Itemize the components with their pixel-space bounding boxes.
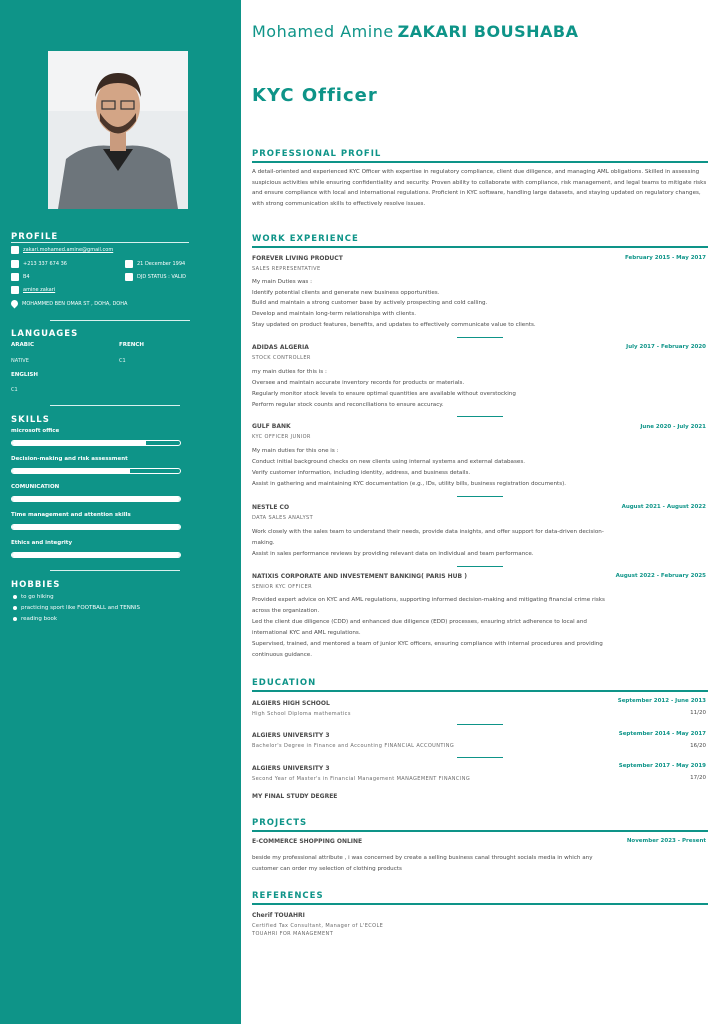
section-title-references: REFERENCES: [252, 891, 324, 901]
job-role: DATA SALES ANALYST: [252, 515, 314, 521]
divider: [11, 242, 189, 243]
divider: [50, 320, 190, 321]
skill-label: Ethics and integrity: [11, 540, 73, 546]
sidebar-profile-title: PROFILE: [11, 232, 59, 242]
linkedin-icon: [11, 286, 19, 294]
job-date: June 2020 - July 2021: [640, 424, 706, 430]
skill-bar: [11, 552, 181, 558]
skill-bar: [11, 496, 181, 502]
car-icon: [11, 273, 19, 281]
bullet-icon: [13, 606, 17, 610]
job-line: Assist in gathering and maintaining KYC documentation (e.g., IDs, utility bills, business registration documents).: [252, 481, 567, 487]
job-line: Supervised, trained, and mentored a team of junior KYC officers, ensuring compliance with internal procedures and providing: [252, 641, 603, 647]
skill-label: Decision-making and risk assessment: [11, 456, 128, 462]
hobby-text: reading book: [21, 616, 58, 622]
language-level: NATIVE: [11, 358, 29, 364]
badge-icon: [125, 273, 133, 281]
job-line: Regularly monitor stock levels to ensure optimal quantities are available without overstocking: [252, 391, 516, 397]
hobby-text: practicing sport like FOOTBALL and TENNIS: [21, 605, 141, 611]
skill-label: COMUNICATION: [11, 484, 60, 490]
email-link[interactable]: zakari.mohamed.amine@gmail.com: [23, 247, 114, 253]
edu-date: September 2014 - May 2017: [618, 731, 706, 737]
location-pin-icon: [10, 299, 20, 309]
phone-row: [11, 260, 67, 268]
job-line: making.: [252, 540, 275, 546]
edu-degree: High School Diploma mathematics: [252, 711, 351, 717]
license-class: B4: [23, 274, 30, 280]
job-company: NESTLE CO: [252, 504, 290, 511]
edu-degree: Second Year of Master's in Financial Management MANAGEMENT FINANCING: [252, 776, 471, 782]
section-rule: [252, 690, 708, 692]
job-line: My main Duties was :: [252, 279, 312, 285]
project-line: customer can order my selection of clothing products: [252, 866, 402, 872]
divider: [50, 405, 180, 406]
cake-icon: [125, 260, 133, 268]
job-role: SALES REPRESENTATIVE: [252, 266, 321, 272]
job-line: Perform regular stock counts and reconciliations to ensure accuracy.: [252, 402, 444, 408]
edu-grade: 16/20: [690, 743, 706, 749]
edu-grade: 17/20: [690, 775, 706, 781]
linkedin-link[interactable]: amine zakari: [23, 287, 56, 293]
section-rule: [252, 161, 708, 163]
edu-school: ALGIERS UNIVERSITY 3: [252, 765, 330, 772]
job-line: across the organization.: [252, 608, 320, 614]
edu-degree: Bachelor's Degree in Finance and Accounting FINANCIAL ACCOUNTING: [252, 743, 455, 749]
entry-separator: [457, 724, 503, 725]
person-silhouette-icon: [48, 51, 188, 209]
skill-bar: [11, 524, 181, 530]
language-name: FRENCH: [119, 342, 144, 348]
language-name: ARABIC: [11, 342, 35, 348]
job-line: Assist in sales performance reviews by providing relevant data on individual and team performance.: [252, 551, 534, 557]
license-row: [11, 273, 30, 281]
job-role: STOCK CONTROLLER: [252, 355, 311, 361]
edu-school: ALGIERS UNIVERSITY 3: [252, 732, 330, 739]
phone-icon: [11, 260, 19, 268]
entry-separator: [457, 337, 503, 338]
status-text: DJD STATUS : VALID: [137, 274, 187, 280]
job-line: my main duties for this is :: [252, 369, 327, 375]
skill-bar-fill: [12, 525, 180, 529]
first-name: Mohamed Amine: [252, 22, 394, 41]
sidebar-hobbies-title: HOBBIES: [11, 580, 61, 590]
job-date: August 2022 - February 2025: [615, 573, 706, 579]
language-name: ENGLISH: [11, 372, 38, 378]
address-row: [11, 300, 127, 307]
job-company: ADIDAS ALGERIA: [252, 344, 309, 351]
job-role: SENIOR KYC OFFICER: [252, 584, 312, 590]
job-line: Conduct initial background checks on new clients using internal systems and external databases.: [252, 459, 526, 465]
section-rule: [252, 830, 708, 832]
entry-separator: [457, 496, 503, 497]
entry-separator: [457, 566, 503, 567]
entry-separator: [457, 757, 503, 758]
edu-date: September 2012 - June 2013: [617, 698, 706, 704]
job-date: February 2015 - May 2017: [625, 255, 706, 261]
skill-bar-fill: [12, 441, 146, 445]
job-line: continuous guidance.: [252, 652, 313, 658]
sidebar-skills-title: SKILLS: [11, 415, 50, 425]
section-title-projects: PROJECTS: [252, 818, 308, 828]
job-line: Oversee and maintain accurate inventory records for products or materials.: [252, 380, 465, 386]
bullet-icon: [13, 617, 17, 621]
linkedin-row[interactable]: [11, 286, 55, 294]
envelope-icon: [11, 246, 19, 254]
job-line: Led the client due diligence (CDD) and enhanced due diligence (EDD) processes, ensuring strict adherence to local and: [252, 619, 587, 625]
phone-number: +213 337 674 36: [23, 261, 67, 267]
job-company: FOREVER LIVING PRODUCT: [252, 255, 343, 262]
birth-date: 21 December 1994: [137, 261, 186, 267]
job-line: Verify customer information, including identity, address, and business details.: [252, 470, 471, 476]
address-text: MOHAMMED BEN OMAR ST , DOHA, DOHA: [22, 300, 128, 307]
skill-bar: [11, 468, 181, 474]
job-line: Provided expert advice on KYC and AML regulations, supporting informed decision-making and mitigating financial crime risks: [252, 597, 605, 603]
section-title-experience: WORK EXPERIENCE: [252, 234, 359, 244]
skill-bar: [11, 440, 181, 446]
edu-grade: 11/20: [690, 710, 706, 716]
edu-school: ALGIERS HIGH SCHOOL: [252, 700, 330, 707]
job-line: Develop and maintain long-term relationships with clients.: [252, 311, 417, 317]
birth-row: [125, 260, 185, 268]
edu-date: September 2017 - May 2019: [618, 763, 706, 769]
reference-role: TOUAHRI FOR MANAGEMENT: [252, 931, 334, 937]
project-name: E-COMMERCE SHOPPING ONLINE: [252, 838, 363, 845]
project-line: beside my professional attribute , i was concerned by create a selling business canal throught socials media in which any: [252, 855, 593, 861]
candidate-name: [252, 22, 578, 41]
reference-name: Cherif TOUAHRI: [252, 912, 305, 919]
skill-bar-fill: [12, 497, 180, 501]
hobby-item: [13, 594, 54, 600]
section-title-profile: PROFESSIONAL PROFIL: [252, 149, 382, 159]
hobby-item: [13, 616, 57, 622]
language-level: C1: [119, 358, 126, 364]
sidebar-languages-title: LANGUAGES: [11, 329, 79, 339]
job-line: My main duties for this one is :: [252, 448, 339, 454]
job-company: GULF BANK: [252, 423, 291, 430]
skill-label: microsoft office: [11, 428, 60, 434]
section-rule: [252, 246, 708, 248]
hobby-item: [13, 605, 140, 611]
language-level: C1: [11, 387, 18, 393]
job-line: Identify potential clients and generate new business opportunities.: [252, 290, 440, 296]
divider: [50, 570, 180, 571]
job-line: Stay updated on product features, benefits, and updates to effectively communicate value to clients.: [252, 322, 536, 328]
section-title-education: EDUCATION: [252, 678, 317, 688]
email-row[interactable]: [11, 246, 113, 254]
project-date: November 2023 - Present: [626, 838, 706, 844]
last-name: ZAKARI BOUSHABA: [397, 22, 579, 41]
job-role: KYC OFFICER JUNIOR: [252, 434, 311, 440]
section-rule: [252, 903, 708, 905]
status-row: [125, 273, 186, 281]
skill-label: Time management and attention skills: [11, 512, 131, 518]
job-title: KYC Officer: [252, 85, 378, 106]
bullet-icon: [13, 595, 17, 599]
job-line: Work closely with the sales team to understand their needs, provide data insights, and offer support for data-driven decision-: [252, 529, 604, 535]
job-date: July 2017 - February 2020: [626, 344, 706, 350]
edu-note: MY FINAL STUDY DEGREE: [252, 793, 338, 800]
skill-bar-fill: [12, 469, 130, 473]
job-date: August 2021 - August 2022: [621, 504, 706, 510]
skill-bar-fill: [12, 553, 180, 557]
profile-text: A detail-oriented and experienced KYC Officer with expertise in regulatory compliance, client due diligence, and managing AML obligations. Skilled in assessing suspicious activities while ensuring confidentiality and security. Proven ability to collaborate with compliance, risk management, and legal teams to mitigate risks and ensure compliance with local and international regulations. Proficient in KYC software, handling large datasets, and staying updated on regulatory changes, with strong communication skills to effectively resolve issues.: [252, 169, 707, 207]
sidebar: [0, 0, 241, 1024]
job-company: NATIXIS CORPORATE AND INVESTEMENT BANKING( PARIS HUB ): [252, 573, 467, 580]
job-line: international KYC and AML regulations.: [252, 630, 361, 636]
job-line: Build and maintain a strong customer base by actively prospecting and cold calling.: [252, 300, 488, 306]
entry-separator: [457, 416, 503, 417]
hobby-text: to go hiking: [21, 594, 54, 600]
reference-role: Certified Tax Consultant, Manager of L'ECOLE: [252, 923, 384, 929]
profile-photo: [48, 51, 188, 209]
